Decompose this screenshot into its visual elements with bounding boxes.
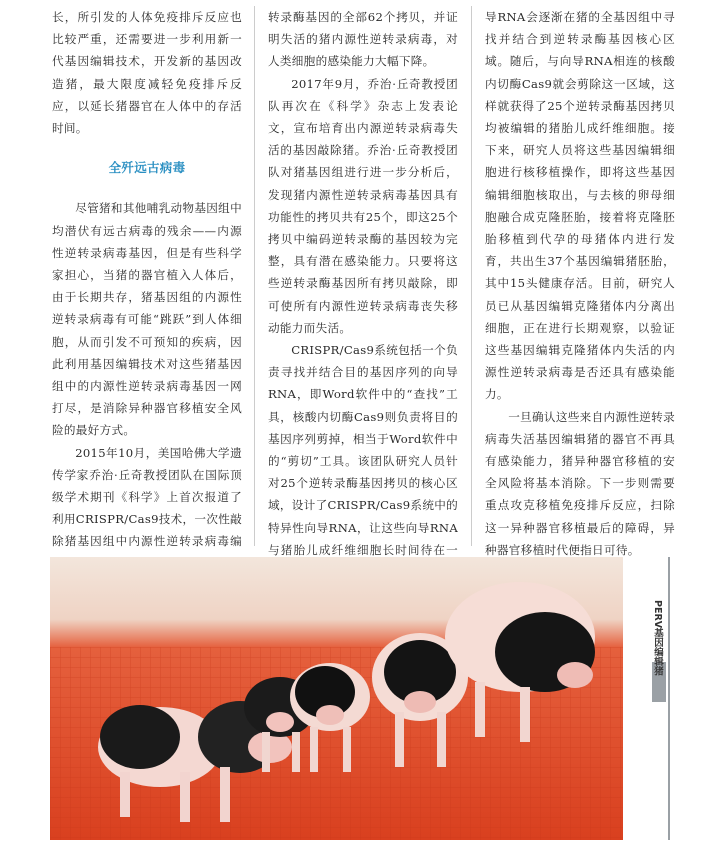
piglets-illustration	[50, 557, 623, 840]
figure-caption: PERV基因编辑猪	[652, 600, 663, 676]
column-divider	[471, 6, 472, 546]
article-column-3	[485, 6, 675, 561]
caption-rule	[668, 557, 670, 840]
section-heading: 全歼远古病毒	[108, 160, 186, 176]
paragraph: 2015年10月，美国哈佛大学遗传学家乔治·丘奇教授团队在国际顶级学术期刊《科学》上首次报道了利用CRISPR/Cas9技术，一次性敲除猪基因组中内源性逆转录病毒编	[52, 445, 243, 549]
article-column-2	[268, 6, 458, 583]
paragraph: 长，所引发的人体免疫排斥反应也比较严重，还需要进一步利用新一代基因编辑技术，开发新的基因改造猪，最大限度减轻免疫排斥反应，以延长猪器官在人体中的存活时间。	[52, 10, 242, 136]
paragraph: 转录酶基因的全部62个拷贝，并证明失活的猪内源性逆转录病毒，对人类细胞的感染能力大幅下降。	[268, 10, 458, 69]
paragraph: 尽管猪和其他哺乳动物基因组中均潜伏有远古病毒的残余——内源性逆转录病毒基因，但是有些科学家担心，当猪的器官植入人体后，由于长期共存，猪基因组的内源性逆转录病毒有可能“跳跃”到人体细胞，从而引发不可预知的疾病，因此利用基因编辑技术对这些猪基因组中的内源性逆转录病毒基因一网打尽，是消除异种器官移植安全风险的最好方式。	[52, 201, 242, 438]
paragraph: CRISPR/Cas9系统包括一个负责寻找并结合目的基因序列的向导RNA，即Word软件中的“查找”工具，核酸内切酶Cas9则负责将目的基因序列剪掉，相当于Word软件中的“剪切”工具。该团队研究人员针对25个逆转录酶基因拷贝的核心区域，设计了CRISPR/Cas9系统中的特异性向导RNA，让这些向导RNA与猪胎儿成纤维细胞长时间待在一	[268, 343, 459, 557]
paragraph: 导RNA会逐渐在猪的全基因组中寻找并结合到逆转录酶基因核心区域。随后，与向导RNA相连的核酸内切酶Cas9就会剪除这一区域，这样就获得了25个逆转录酶基因拷贝均被编辑的猪胎儿成纤维细胞。接下来，研究人员将这些基因编辑细胞进行核移植操作，即将这些基因编辑细胞核取出，与去核的卵母细胞融合成克隆胚胎，接着将克隆胚胎移植到代孕的母猪体内进行发育，共出生37个基因编辑猪胚胎，其中15头健康存活。目前，研究人员已从基因编辑克隆猪体内分离出细胞，正在进行长期观察，以验证这些基因编辑克隆猪体内失活的内源性逆转录病毒是否还具有感染能力。	[485, 10, 675, 402]
article-column-1	[52, 6, 242, 575]
piglets-photo	[50, 557, 623, 840]
column-divider	[254, 6, 255, 546]
paragraph: 2017年9月，乔治·丘奇教授团队再次在《科学》杂志上发表论文，宣布培育出内源逆转录病毒失活的基因敲除猪。乔治·丘奇教授团队对猪基因组进行进一步分析后，发现猪内源性逆转录病毒基因具有功能性的拷贝共有25个，即这25个拷贝中编码逆转录酶的基因较为完整，具有潜在感染能力。只要将这些逆转录酶基因所有拷贝敲除，即可使所有内源性逆转录病毒丧失移动能力而失活。	[268, 76, 458, 335]
paragraph: 一旦确认这些来自内源性逆转录病毒失活基因编辑猪的器官不再具有感染能力，猪异种器官移植的安全风险将基本消除。下一步则需要重点攻克移植免疫排斥反应，扫除这一异种器官移植最后的障碍，异种器官移植时代便指日可待。	[485, 409, 675, 557]
